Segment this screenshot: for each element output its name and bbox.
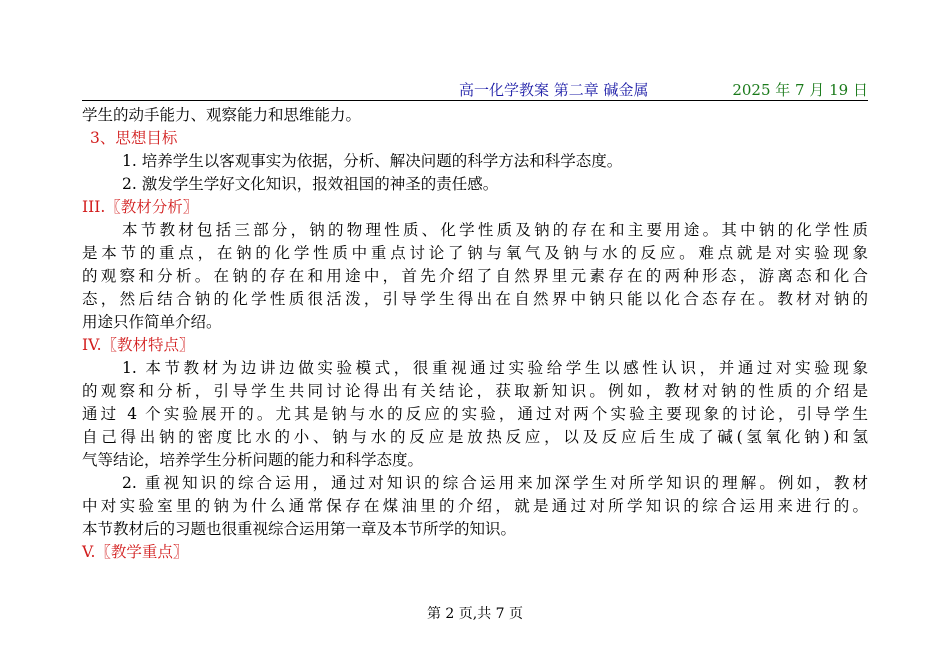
document-body [82,104,868,564]
text-line: 的观察和分析，引导学生共同讨论得出有关结论，获取新知识。例如，教材对钠的性质的介绍是 [82,382,868,400]
text-line: 自己得出钠的密度比水的小、钠与水的反应是放热反应，以及反应后生成了碱(氢氧化钠)和氢 [82,428,868,446]
thought-goal-heading: 3、思想目标 [90,129,178,147]
text-line: 通过 4 个实验展开的。尤其是钠与水的反应的实验，通过对两个实验主要现象的讨论，引导学生 [82,405,868,423]
section-heading-features: IV.〖教材特点〗 [82,336,195,354]
text-line: 态，然后结合钠的化学性质很活泼，引导学生得出在自然界中钠只能以化合态存在。教材对钠的 [82,290,868,308]
text-line: 本节教材后的习题也很重视综合运用第一章及本节所学的知识。 [82,520,517,538]
text-line: 2. 重视知识的综合运用，通过对知识的综合运用来加深学生对所学知识的理解。例如，教材 [122,474,868,492]
header-date: 2025 年 7 月 19 日 [732,81,868,99]
text-line: 1. 本节教材为边讲边做实验模式，很重视通过实验给学生以感性认识，并通过对实验现象 [122,359,868,377]
text-line: 中对实验室里的钠为什么通常保存在煤油里的介绍，就是通过对所学知识的综合运用来进行的。 [82,497,868,515]
thought-goal-item-2: 2. 激发学生学好文化知识，报效祖国的神圣的责任感。 [122,175,499,193]
text-line: 的观察和分析。在钠的存在和用途中，首先介绍了自然界里元素存在的两种形态，游离态和化合 [82,267,868,285]
page-footer: 第 2 页,共 7 页 [426,606,524,622]
section-heading-analysis: III.〖教材分析〗 [82,198,199,216]
page-header [82,78,868,101]
thought-goal-item-1: 1. 培养学生以客观事实为依据，分析、解决问题的科学方法和科学态度。 [122,152,623,170]
header-course-title: 高一化学教案 第二章 碱金属 [459,81,649,99]
text-line: 本节教材包括三部分，钠的物理性质、化学性质及钠的存在和主要用途。其中钠的化学性质 [122,221,868,239]
text-line: 用途只作简单介绍。 [82,313,222,331]
text-line: 气等结论，培养学生分析问题的能力和科学态度。 [82,451,424,469]
text-line: 是本节的重点，在钠的化学性质中重点讨论了钠与氧气及钠与水的反应。难点就是对实验现象 [82,244,868,262]
text-line: 学生的动手能力、观察能力和思维能力。 [82,106,362,124]
section-heading-key-points: V.〖教学重点〗 [82,543,189,561]
